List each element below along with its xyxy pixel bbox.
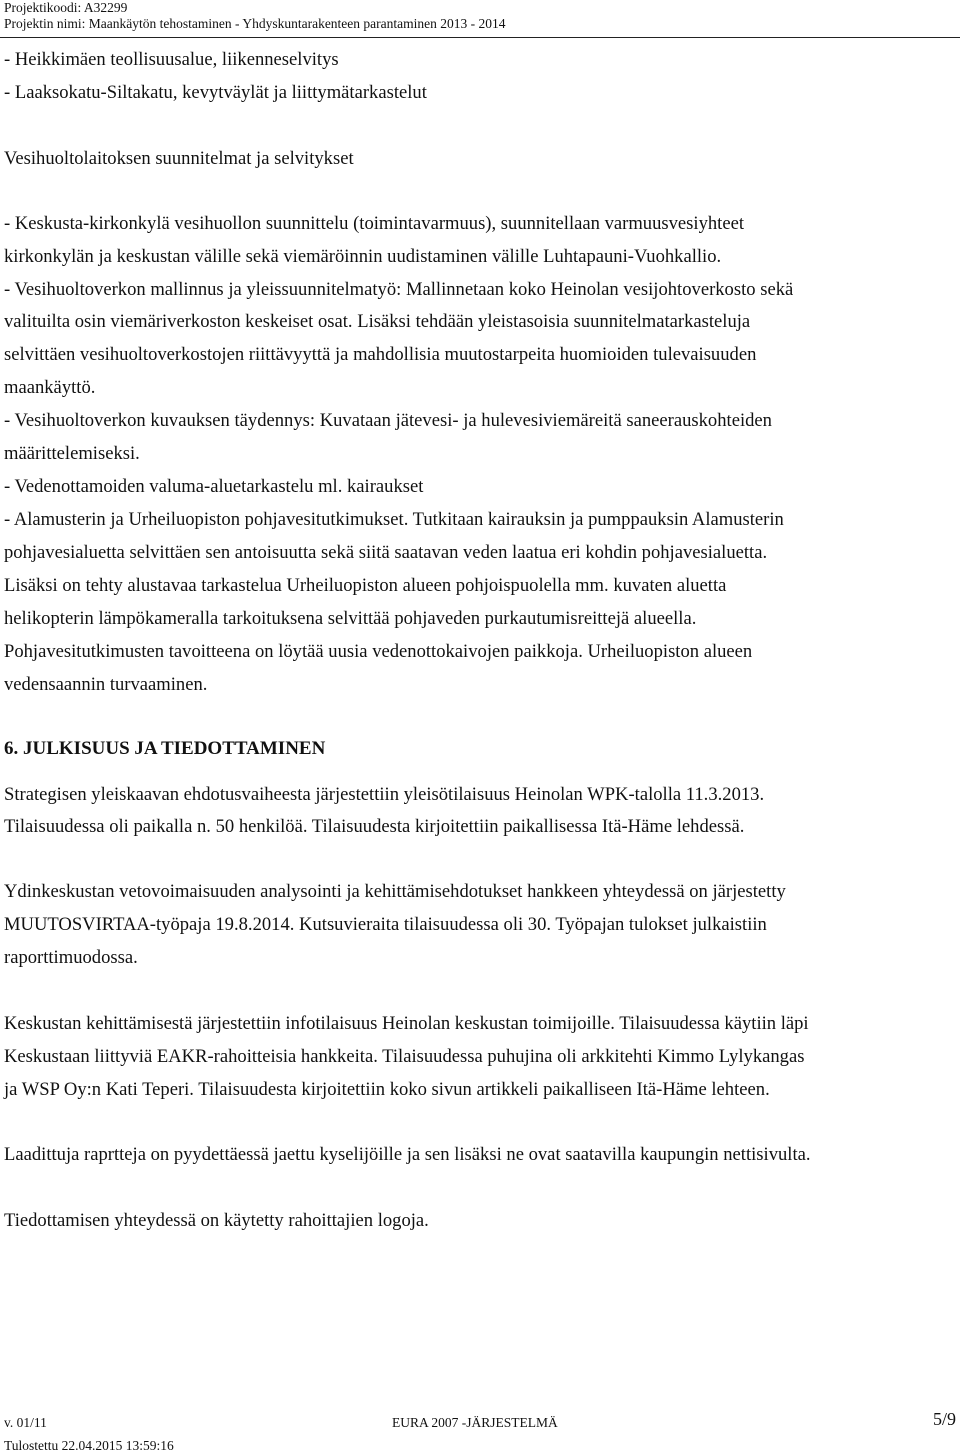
body-line: - Alamusterin ja Urheiluopiston pohjavesitutkimukset. Tutkitaan kairauksin ja pumppauksin Alamusterin: [4, 509, 784, 530]
body-line: Laadittuja raprtteja on pyydettäessä jaettu kyselijöille ja sen lisäksi ne ovat saatavilla kaupungin nettisivulta.: [4, 1144, 811, 1165]
body-line: MUUTOSVIRTAA-työpaja 19.8.2014. Kutsuvieraita tilaisuudessa oli 30. Työpajan tulokset julkaistiin: [4, 914, 767, 935]
body-line: - Keskusta-kirkonkylä vesihuollon suunnittelu (toimintavarmuus), suunnitellaan varmuusvesiyhteet: [4, 213, 745, 234]
footer-printed: Tulostettu 22.04.2015 13:59:16: [4, 1438, 174, 1453]
body-line: Lisäksi on tehty alustavaa tarkastelua Urheiluopiston alueen pohjoispuolella mm. kuvaten aluetta: [4, 575, 727, 596]
body-line: valituilta osin viemäriverkoston keskeiset osat. Lisäksi tehdään yleistasoisia suunnitelmatarkasteluja: [4, 311, 751, 332]
body-line: helikopterin lämpökameralla tarkoituksena selvittää pohjaveden purkautumisreittejä alueella.: [4, 608, 697, 629]
body-line: Tilaisuudessa oli paikalla n. 50 henkilöä. Tilaisuudesta kirjoitettiin paikallisessa Itä-Häme lehdessä.: [4, 816, 745, 837]
body-line: Tiedottamisen yhteydessä on käytetty rahoittajien logoja.: [4, 1210, 429, 1231]
project-name: Projektin nimi: Maankäytön tehostaminen - Yhdyskuntarakenteen parantaminen 2013 - 2014: [4, 16, 506, 31]
body-line: Strategisen yleiskaavan ehdotusvaiheesta järjestettiin yleisötilaisuus Heinolan WPK-talolla 11.3.2013.: [4, 784, 765, 805]
body-line: - Laaksokatu-Siltakatu, kevytväylät ja liittymätarkastelut: [4, 82, 427, 103]
body-line: - Vedenottamoiden valuma-aluetarkastelu ml. kairaukset: [4, 476, 424, 497]
footer-system: EURA 2007 -JÄRJESTELMÄ: [392, 1415, 558, 1430]
body-line: Ydinkeskustan vetovoimaisuuden analysointi ja kehittämisehdotukset hankkeen yhteydessä on järjestetty: [4, 881, 786, 902]
project-code: Projektikoodi: A32299: [4, 0, 128, 15]
body-line: vedensaannin turvaaminen.: [4, 674, 208, 695]
section-heading: 6. JULKISUUS JA TIEDOTTAMINEN: [4, 738, 326, 759]
body-line: selvittäen vesihuoltoverkostojen riittävyyttä ja mahdollisia muutostarpeita huomioiden tulevaisuuden: [4, 344, 757, 365]
body-line: maankäyttö.: [4, 377, 96, 398]
body-line: - Vesihuoltoverkon kuvauksen täydennys: Kuvataan jätevesi- ja hulevesiviemäreitä saneerauskohteiden: [4, 410, 772, 431]
page-number: 5/9: [933, 1409, 957, 1429]
body-line: - Heikkimäen teollisuusalue, liikenneselvitys: [4, 49, 339, 70]
body-line: Keskustaan liittyviä EAKR-rahoitteisia hankkeita. Tilaisuudessa puhujina oli arkkitehti Kimmo Lylykangas: [4, 1046, 805, 1067]
body-line: pohjavesialuetta selvittäen sen antoisuutta sekä siitä saatavan veden laatua eri kohdin pohjavesialuetta.: [4, 542, 768, 563]
body-line: - Vesihuoltoverkon mallinnus ja yleissuunnitelmatyö: Mallinnetaan koko Heinolan vesijohtoverkosto sekä: [4, 279, 794, 300]
footer-version: v. 01/11: [4, 1415, 47, 1430]
body-line: kirkonkylän ja keskustan välille sekä viemäröinnin uudistaminen välille Luhtapauni-Vuohkallio.: [4, 246, 722, 267]
body-line: Pohjavesitutkimusten tavoitteena on löytää uusia vedenottokaivojen paikkoja. Urheiluopiston alueen: [4, 641, 753, 662]
header-divider: [0, 37, 960, 38]
body-line: ja WSP Oy:n Kati Teperi. Tilaisuudesta kirjoitettiin koko sivun artikkeli paikalliseen Itä-Häme lehteen.: [4, 1079, 770, 1100]
body-line: Vesihuoltolaitoksen suunnitelmat ja selvitykset: [4, 148, 354, 169]
body-line: määrittelemiseksi.: [4, 443, 140, 464]
body-line: Keskustan kehittämisestä järjestettiin infotilaisuus Heinolan keskustan toimijoille. Tilaisuudessa käytiin läpi: [4, 1013, 809, 1034]
body-line: raporttimuodossa.: [4, 947, 138, 968]
